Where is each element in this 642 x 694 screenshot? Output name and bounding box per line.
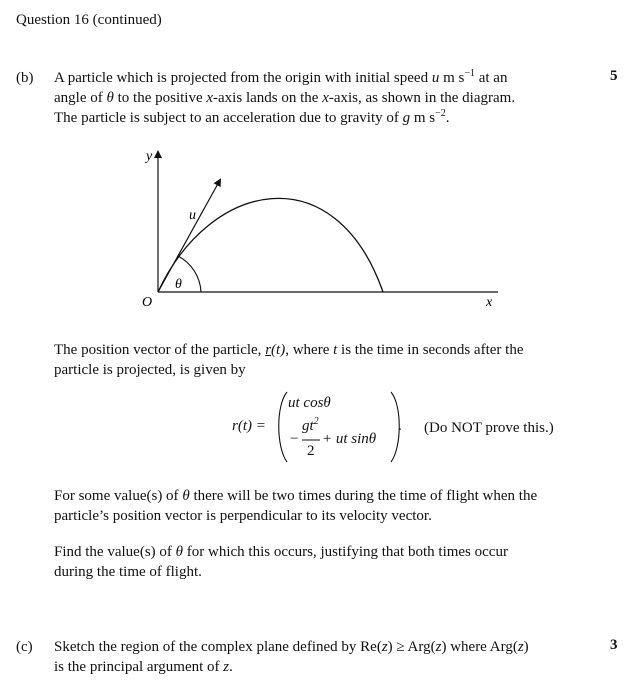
part-c-text bbox=[54, 637, 574, 677]
do-not-prove-note: (Do NOT prove this.) bbox=[424, 420, 554, 436]
intro-line-3: The particle is subject to an acceleration due to gravity of g m $s^{-2}$. bbox=[54, 108, 450, 126]
matrix-left-bracket bbox=[279, 392, 287, 462]
matrix-bottom-minus: − bbox=[290, 431, 299, 447]
position-line-2: particle is projected, is given by bbox=[54, 362, 246, 378]
x-axis-label: x bbox=[486, 295, 493, 310]
intro-line-1: A particle which is projected from the origin with initial speed u m $s^{-1}$ at an bbox=[54, 68, 508, 86]
intro-line-2: angle of θ to the positive x-axis lands on the x-axis, as shown in the diagram. bbox=[54, 90, 516, 106]
equation-period: . bbox=[398, 418, 402, 434]
part-b-label: (b) bbox=[16, 70, 34, 86]
question-header: Question 16 (continued) bbox=[16, 12, 162, 28]
position-line-1: The position vector of the particle, r(t), where t is the time in seconds after the bbox=[54, 342, 524, 358]
u-label: u bbox=[189, 208, 196, 223]
equation-lhs: r(t) = bbox=[232, 418, 266, 434]
perp-line-2: particle’s position vector is perpendicular to its velocity vector. bbox=[54, 508, 432, 524]
y-axis-label: y bbox=[146, 149, 153, 164]
find-line-2: during the time of flight. bbox=[54, 564, 202, 580]
part-b-marks: 5 bbox=[610, 68, 618, 84]
fraction-denominator: 2 bbox=[307, 443, 315, 459]
matrix-top-entry: ut cosθ bbox=[288, 395, 331, 411]
part-c-label: (c) bbox=[16, 639, 33, 655]
theta-label: θ bbox=[175, 277, 182, 292]
part-c-marks: 3 bbox=[610, 637, 618, 653]
origin-label: O bbox=[142, 295, 153, 310]
find-line-1: Find the value(s) of θ for which this occurs, justifying that both times occur bbox=[54, 544, 508, 560]
find-paragraph bbox=[54, 542, 574, 582]
perp-line-1: For some value(s) of θ there will be two times during the time of flight when the bbox=[54, 488, 538, 504]
fraction-numerator: $gt^2$ bbox=[302, 416, 319, 434]
perpendicular-paragraph bbox=[54, 486, 574, 526]
part-c-line-1: Sketch the region of the complex plane defined by Re(z) ≥ Arg(z) where Arg(z) bbox=[54, 639, 529, 655]
part-c-line-2: is the principal argument of z. bbox=[54, 659, 233, 675]
matrix-bottom-rest: + ut sinθ bbox=[322, 431, 377, 447]
